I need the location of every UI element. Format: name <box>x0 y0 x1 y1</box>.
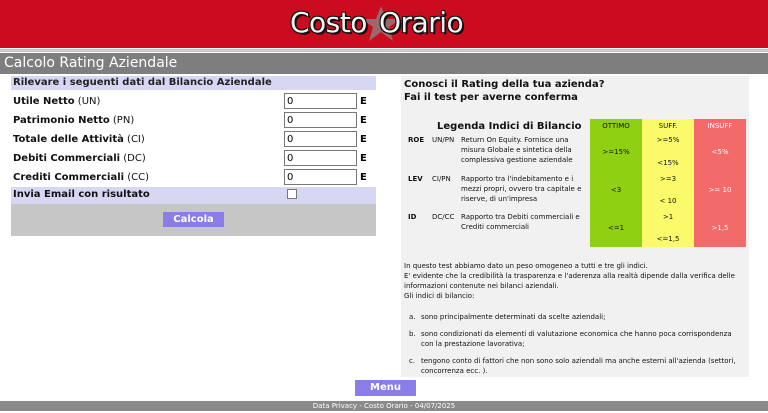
form-heading: Rilevare i seguenti dati dal Bilancio Aziendale <box>11 76 376 90</box>
field-row-totale-attivita <box>11 131 376 150</box>
cell-sufficiente: >=5% <15% <box>642 133 694 172</box>
currency-unit: E <box>360 96 367 107</box>
index-row-id <box>401 210 749 247</box>
info-heading <box>404 78 605 104</box>
currency-unit: E <box>360 134 367 145</box>
index-formula: DC/CC <box>432 213 455 221</box>
note-paragraph: Gli indici di bilancio: <box>404 292 475 300</box>
totale-attivita-input[interactable] <box>284 131 357 147</box>
index-formula: CI/PN <box>432 175 451 183</box>
index-abbr: ID <box>408 213 417 221</box>
index-description: Return On Equity. Fornisce una misura Globale e sintetica della complessiva gestione aziendale <box>461 136 573 164</box>
cell-ottimo: <=1 <box>590 210 642 247</box>
field-row-patrimonio-netto <box>11 112 376 131</box>
field-label-debiti-commerciali: Debiti Commerciali (DC) <box>13 153 146 164</box>
email-option-row <box>11 187 376 204</box>
email-checkbox[interactable] <box>287 189 297 199</box>
index-description: Rapporto tra Debiti commerciali e Crediti commerciali <box>461 213 580 231</box>
notes-text <box>404 261 747 301</box>
patrimonio-netto-input[interactable] <box>284 112 357 128</box>
field-label-crediti-commerciali: Crediti Commerciali (CC) <box>13 172 150 183</box>
cell-ottimo: <3 <box>590 172 642 210</box>
list-item: b. sono condizionati da elementi di valutazione economica che hanno poca corrispondenza con la prestazione lavorativa; <box>409 330 732 348</box>
list-item: c. tengono conto di fattori che non sono solo aziendali ma anche esterni all'azienda (settori, concorrenza ecc. ). <box>409 357 736 375</box>
form-actions <box>11 204 376 236</box>
header-separator <box>0 49 768 52</box>
logo-text-right: Orario <box>379 6 464 39</box>
info-question: Conosci il Rating della tua azienda? <box>404 79 605 90</box>
index-row-roe <box>401 133 749 172</box>
index-description: Rapporto tra l'indebitamento e i mezzi propri, ovvero tra capitale e riserve, di un'impresa <box>461 175 582 203</box>
field-label-utile-netto: Utile Netto (UN) <box>13 96 101 107</box>
currency-unit: E <box>360 172 367 183</box>
currency-unit: E <box>360 115 367 126</box>
index-abbr: ROE <box>408 136 425 144</box>
email-option-label: Invia Email con risultato <box>13 189 150 200</box>
cell-insufficiente: <5% <box>694 133 746 172</box>
logo-text-left: Costo <box>290 6 367 39</box>
list-item: a. sono principalmente determinati da scelte aziendali; <box>409 313 606 321</box>
page-title: Calcolo Rating Aziendale <box>0 53 768 74</box>
index-formula: UN/PN <box>432 136 455 144</box>
header-sufficiente: SUFF. <box>642 119 694 133</box>
notes-list <box>409 312 745 383</box>
header-bar <box>0 0 768 48</box>
calcola-button[interactable]: Calcola <box>163 212 224 227</box>
legend-title: Legenda Indici di Bilancio <box>437 121 582 132</box>
footer[interactable]: Data Privacy - Costo Orario - 04/07/2025 <box>0 401 768 411</box>
rating-info-panel <box>401 76 749 377</box>
menu-button[interactable]: Menu <box>355 380 416 396</box>
brand-logo[interactable] <box>290 4 480 44</box>
cell-insufficiente: >1,5 <box>694 210 746 247</box>
field-row-debiti-commerciali <box>11 150 376 169</box>
rating-form <box>11 76 376 236</box>
cell-sufficiente: >=3 < 10 <box>642 172 694 210</box>
info-subquestion: Fai il test per averne conferma <box>404 92 578 103</box>
note-paragraph: E' evidente che la credibilità la trasparenza e l'aderenza alla realtà dipende dalla verifica delle informazioni contenute nei bilanci aziendali. <box>404 272 735 290</box>
field-label-patrimonio-netto: Patrimonio Netto (PN) <box>13 115 135 126</box>
header-insufficiente: INSUFF <box>694 119 746 133</box>
crediti-commerciali-input[interactable] <box>284 169 357 185</box>
note-paragraph: In questo test abbiamo dato un peso omogeneo a tutti e tre gli indici. <box>404 262 648 270</box>
field-row-utile-netto <box>11 93 376 112</box>
cell-ottimo: >=15% <box>590 133 642 172</box>
utile-netto-input[interactable] <box>284 93 357 109</box>
cell-sufficiente: >1 <=1,5 <box>642 210 694 247</box>
cell-insufficiente: >= 10 <box>694 172 746 210</box>
index-row-lev <box>401 172 749 210</box>
field-label-totale-attivita: Totale delle Attività (CI) <box>13 134 145 145</box>
header-ottimo: OTTIMO <box>590 119 642 133</box>
debiti-commerciali-input[interactable] <box>284 150 357 166</box>
currency-unit: E <box>360 153 367 164</box>
field-row-crediti-commerciali <box>11 169 376 188</box>
index-abbr: LEV <box>408 175 423 183</box>
